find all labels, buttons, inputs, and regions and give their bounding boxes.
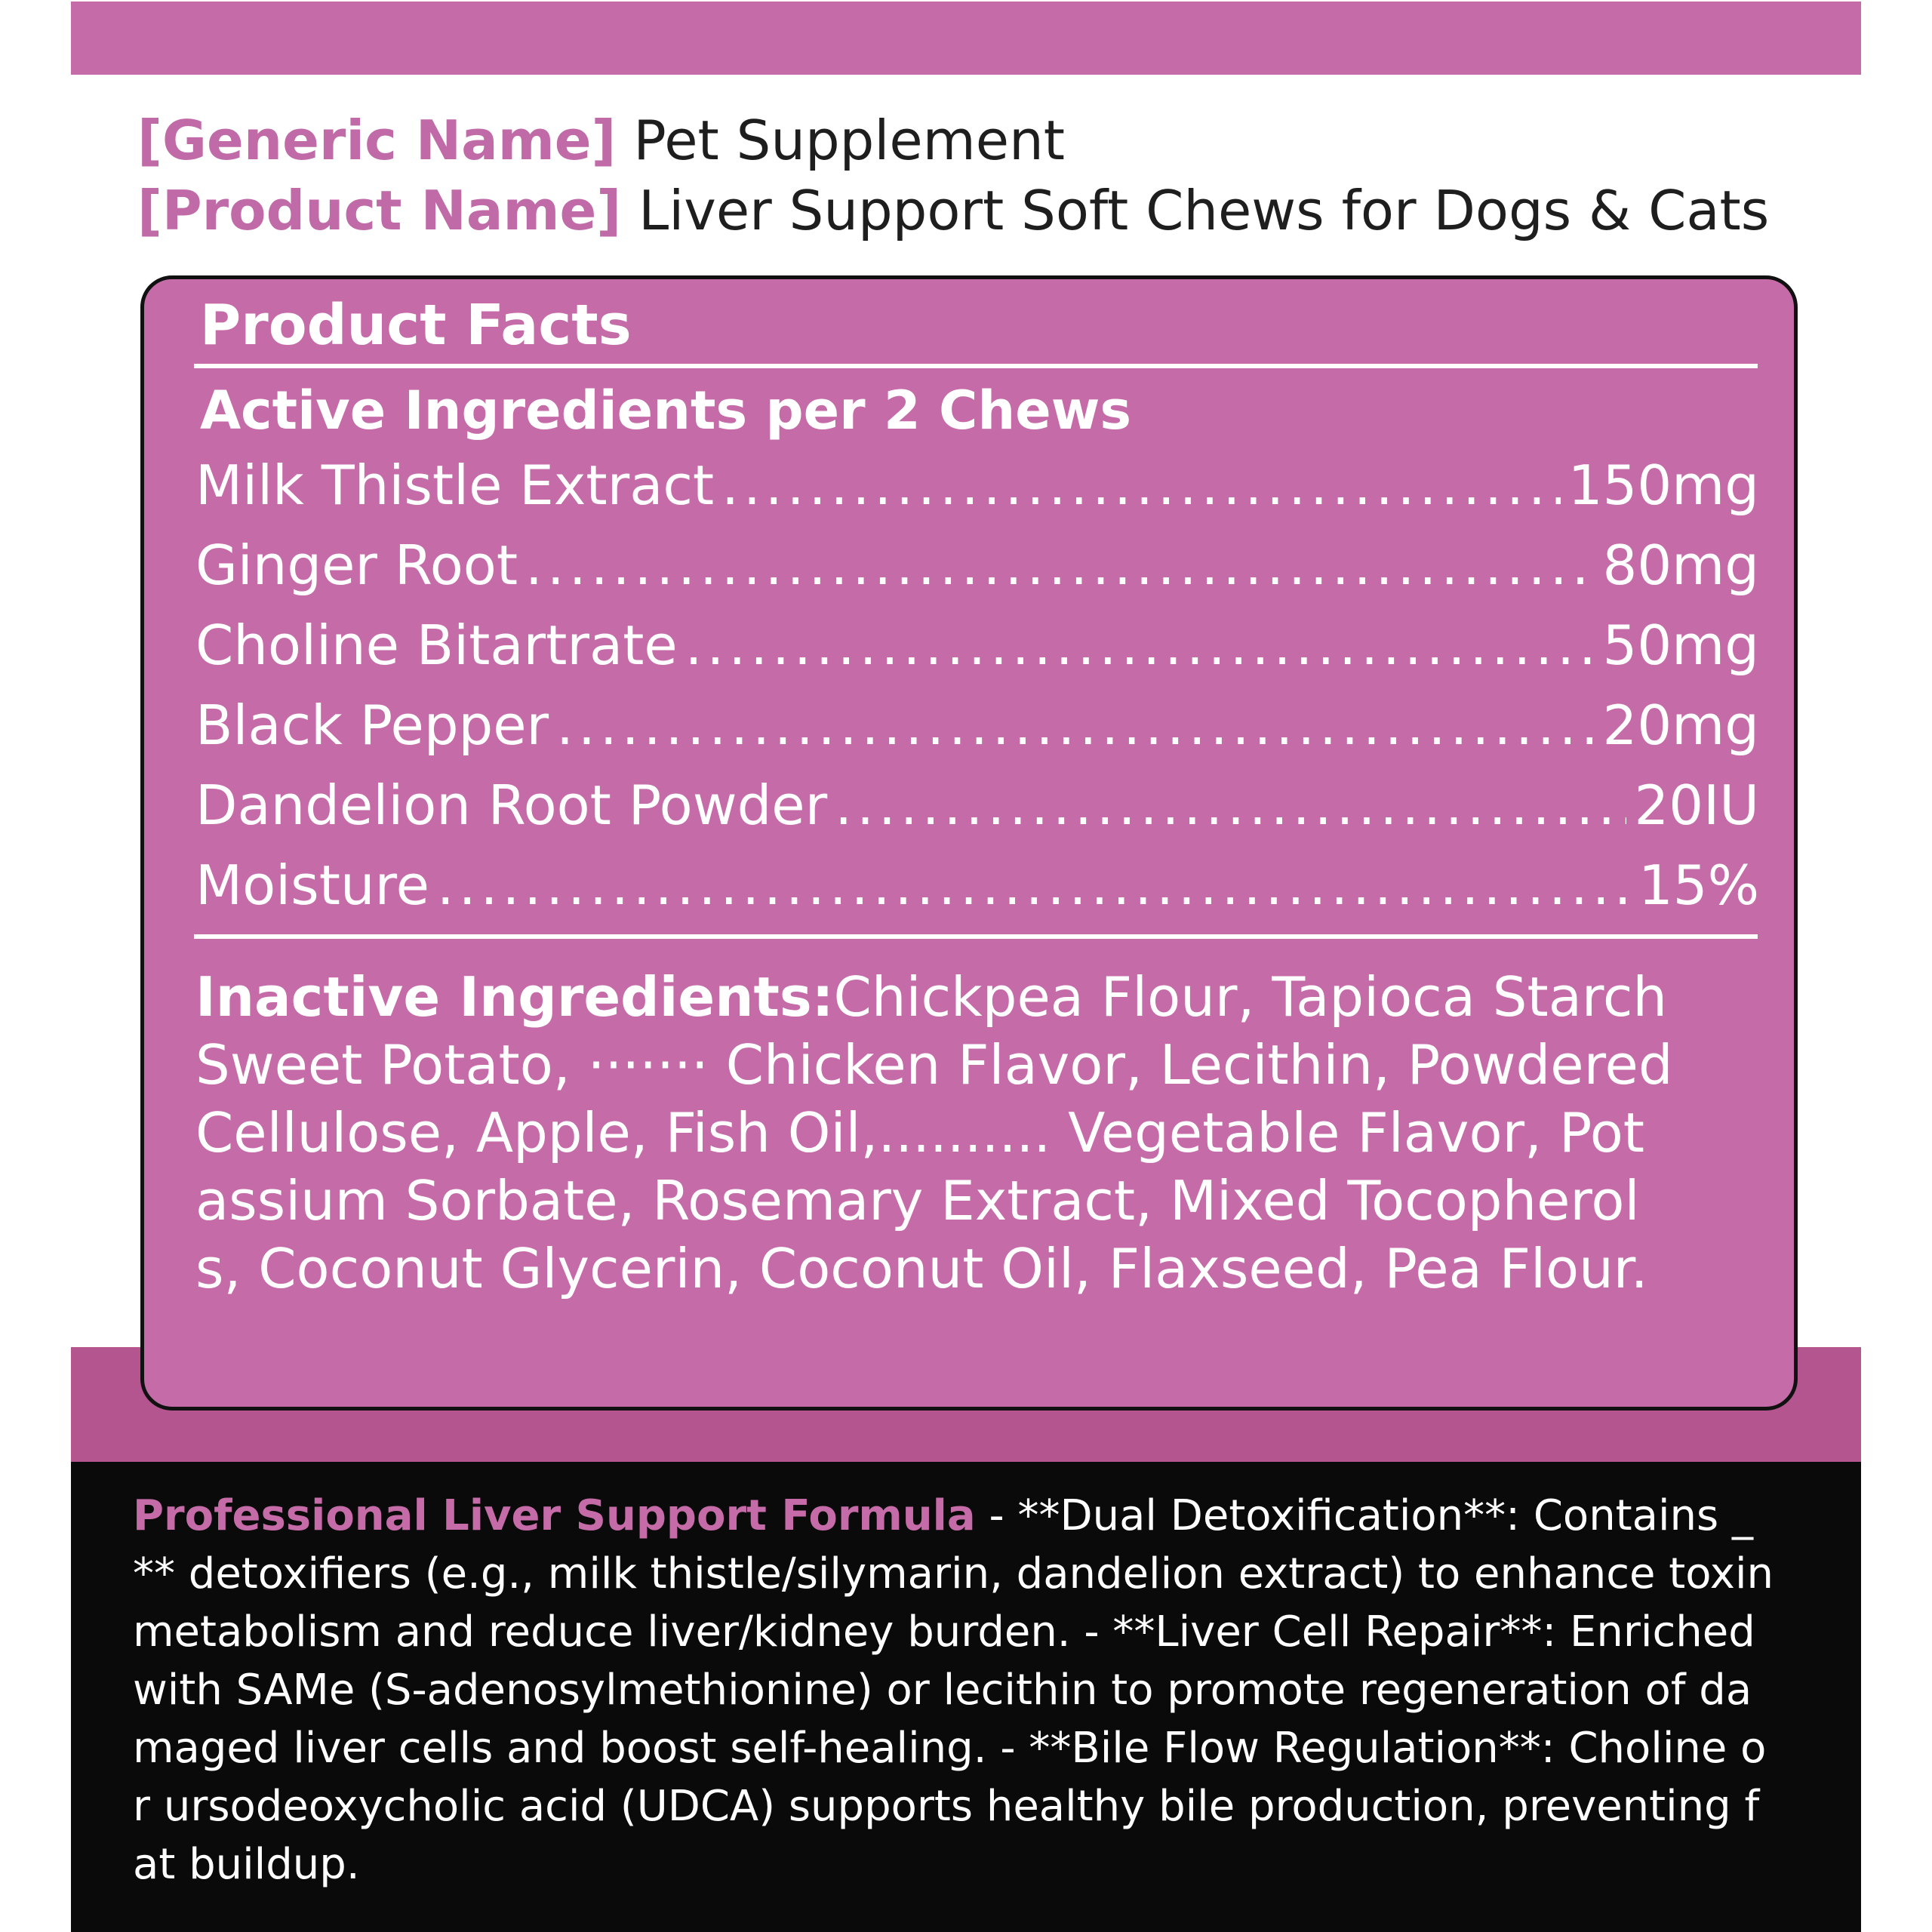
dot-leader [835,771,1626,839]
dot-leader [721,451,1561,519]
inactive-ingredients [195,963,1675,1303]
ingredient-name: Moisture [195,854,429,917]
top-color-band [71,2,1861,75]
ingredient-row [195,611,1759,679]
product-name-value: Liver Support Soft Chews for Dogs & Cats [638,179,1770,242]
dot-leader [685,611,1595,679]
product-name-label: [Product Name] [137,179,622,242]
ingredients-divider [194,934,1758,939]
ingredient-name: Ginger Root [195,534,518,597]
product-facts-title: Product Facts [200,293,632,358]
ingredient-row [195,451,1759,519]
dot-leader [556,691,1595,759]
ingredient-name: Dandelion Root Powder [195,774,828,837]
title-divider [194,364,1758,368]
product-facts-panel [140,275,1798,1411]
ingredient-amount: 20IU [1634,774,1759,837]
ingredient-row [195,771,1759,839]
ingredient-name: Black Pepper [195,694,549,757]
generic-name-value: Pet Supplement [633,109,1065,172]
ingredient-row [195,531,1759,599]
generic-name-line [137,109,1065,172]
ingredient-row [195,851,1759,919]
ingredient-row [195,691,1759,759]
ingredient-amount: 80mg [1602,534,1759,597]
formula-title: Professional Liver Support Formula [133,1491,976,1540]
active-ingredients-heading: Active Ingredients per 2 Chews [200,380,1132,441]
ingredient-amount: 15% [1638,854,1759,917]
ingredient-amount: 150mg [1567,454,1759,517]
formula-description [133,1487,1780,1894]
dot-leader [525,531,1595,599]
inactive-ingredients-text: Chickpea Flour, Tapioca Starch Sweet Potato, ······· Chicken Flavor, Lecithin, Powdered Cellulose, Apple, Fish Oil,.......... Vegetable Flavor, Potassium Sorbate, Rosemary Extract, Mixed Tocopherols, Coconut Glycerin, Coconut Oil, Flaxseed, Pea Flour. [195,965,1673,1300]
dot-leader [437,851,1631,919]
generic-name-label: [Generic Name] [137,109,617,172]
ingredient-amount: 20mg [1602,694,1759,757]
inactive-ingredients-label: Inactive Ingredients: [195,965,834,1029]
ingredient-amount: 50mg [1602,614,1759,677]
product-name-line [137,179,1770,242]
formula-text: - **Dual Detoxification**: Contains _ ** detoxifiers (e.g., milk thistle/silymarin, dandelion extract) to enhance toxin metabolism and reduce liver/kidney burden. - **Liver Cell Repair**: Enriched with SAMe (S-adenosylmethionine) or lecithin to promote regeneration of damaged liver cells and boost self-healing. - **Bile Flow Regulation**: Choline or ursodeoxycholic acid (UDCA) supports healthy bile production, preventing fat buildup. [133,1491,1774,1889]
ingredient-name: Choline Bitartrate [195,614,678,677]
ingredient-name: Milk Thistle Extract [195,454,715,517]
